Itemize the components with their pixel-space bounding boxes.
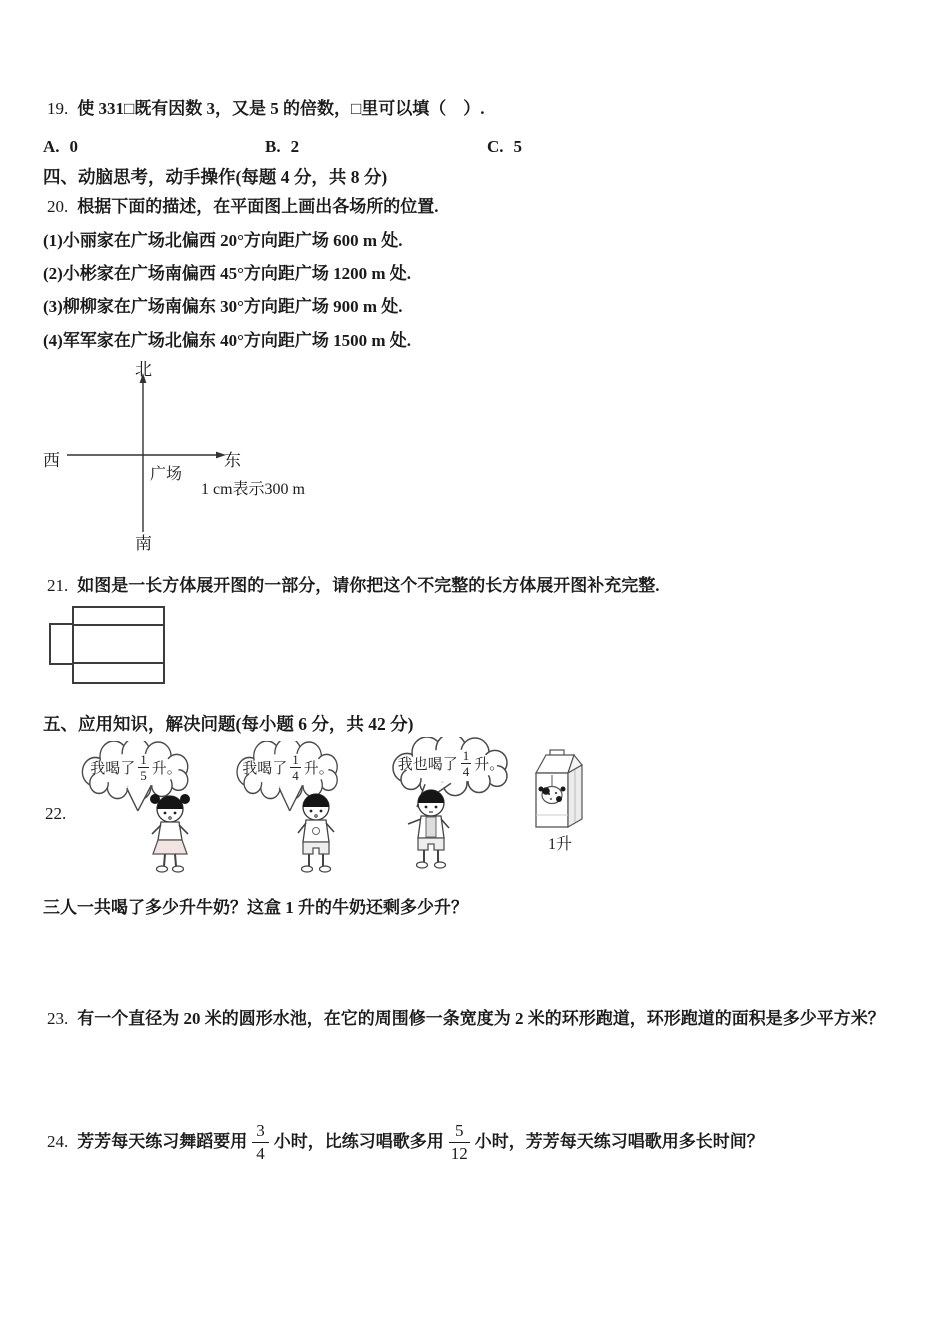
bubble-3-prefix: 我也喝了: [397, 756, 458, 773]
question-22-text: 三人一共喝了多少升牛奶？这盒 1 升的牛奶还剩多少升？: [43, 898, 468, 917]
question-20-item-2: (2)小彬家在广场南偏西 45°方向距广场 1200 m 处.: [43, 264, 412, 283]
bubble-2-prefix: 我喝了: [242, 760, 288, 777]
question-20: [47, 196, 439, 218]
option-c-key: C.: [487, 137, 504, 156]
option-a-value: 0: [69, 137, 79, 156]
question-23: [47, 1008, 885, 1030]
boy-illustration: [400, 783, 462, 875]
question-22-number: 22.: [45, 804, 67, 823]
question-24-fraction-1: $\frac{3}{4}$: [252, 1121, 269, 1163]
question-21-number: 21.: [47, 576, 69, 595]
map-label-east: 东: [224, 451, 241, 470]
question-19-number: 19.: [47, 99, 69, 118]
option-c: [487, 136, 522, 158]
map-label-west: 西: [43, 451, 60, 470]
bubble-2-text: [234, 745, 342, 789]
question-23-number: 23.: [47, 1009, 69, 1028]
bubble-3-suffix: 升。: [474, 756, 505, 773]
question-20-item-4: (4)军军家在广场北偏东 40°方向距广场 1500 m 处.: [43, 331, 412, 350]
bubble-3-fraction: 1 4: [462, 747, 470, 779]
bubble-1-prefix: 我喝了: [90, 760, 136, 777]
option-b-key: B.: [265, 137, 281, 156]
question-21-text: 如图是一长方体展开图的一部分，请你把这个不完整的长方体展开图补充完整.: [77, 576, 660, 595]
box-net-figure: [44, 600, 174, 694]
map-scale-label: 1 cm表示300 m: [201, 481, 305, 498]
question-24-number: 24.: [47, 1131, 69, 1151]
question-23-text: 有一个直径为 20 米的圆形水池，在它的周围修一条宽度为 2 米的环形跑道，环形跑道的面积是多少平方米？: [77, 1009, 885, 1028]
question-20-text: 根据下面的描述，在平面图上画出各场所的位置.: [77, 197, 439, 216]
question-20-item-1: (1)小丽家在广场北偏西 20°方向距广场 600 m 处.: [43, 231, 403, 250]
question-24-part3: 小时，芳芳每天练习唱歌用多长时间？: [474, 1131, 764, 1151]
plaza-map-figure: [40, 356, 340, 558]
question-22-figure: [40, 735, 620, 885]
question-24-part2: 小时，比练习唱歌多用: [273, 1131, 444, 1151]
map-label-north: 北: [135, 360, 152, 379]
carton-volume-label: 1升: [548, 836, 573, 853]
bubble-1-text: [79, 745, 193, 789]
option-b: [265, 136, 299, 158]
girl-illustration: [137, 787, 203, 879]
map-label-plaza: 广场: [150, 466, 183, 483]
section-5-title: 五、应用知识，解决问题(每小题 6 分，共 42 分): [43, 714, 414, 734]
milk-carton-illustration: [532, 749, 588, 835]
question-21: [47, 575, 660, 597]
bubble-2-suffix: 升。: [303, 760, 334, 777]
bubble-1-fraction: 1 5: [140, 751, 147, 783]
bubble-3-text: [389, 741, 513, 785]
compass-axes-icon: [40, 356, 340, 558]
question-19-text: 使 331□既有因数 3，又是 5 的倍数，□里可以填（ ）.: [77, 99, 485, 118]
question-19: [47, 98, 485, 120]
option-a: [43, 136, 78, 158]
map-label-south: 南: [135, 534, 152, 553]
option-c-value: 5: [513, 137, 523, 156]
question-24-fraction-2: $\frac{5}{12}$: [450, 1120, 468, 1163]
question-20-item-3: (3)柳柳家在广场南偏东 30°方向距广场 900 m 处.: [43, 297, 403, 316]
option-a-key: A.: [43, 137, 60, 156]
boy-illustration: [285, 787, 347, 879]
option-b-value: 2: [290, 137, 300, 156]
bubble-1-suffix: 升。: [151, 760, 182, 777]
question-24: [47, 1116, 764, 1168]
question-24-part1: 芳芳每天练习舞蹈要用: [77, 1131, 248, 1151]
bubble-2-fraction: 1 4: [292, 751, 299, 783]
section-4-title: 四、动脑思考，动手操作(每题 4 分，共 8 分): [43, 167, 388, 187]
question-20-number: 20.: [47, 197, 69, 216]
